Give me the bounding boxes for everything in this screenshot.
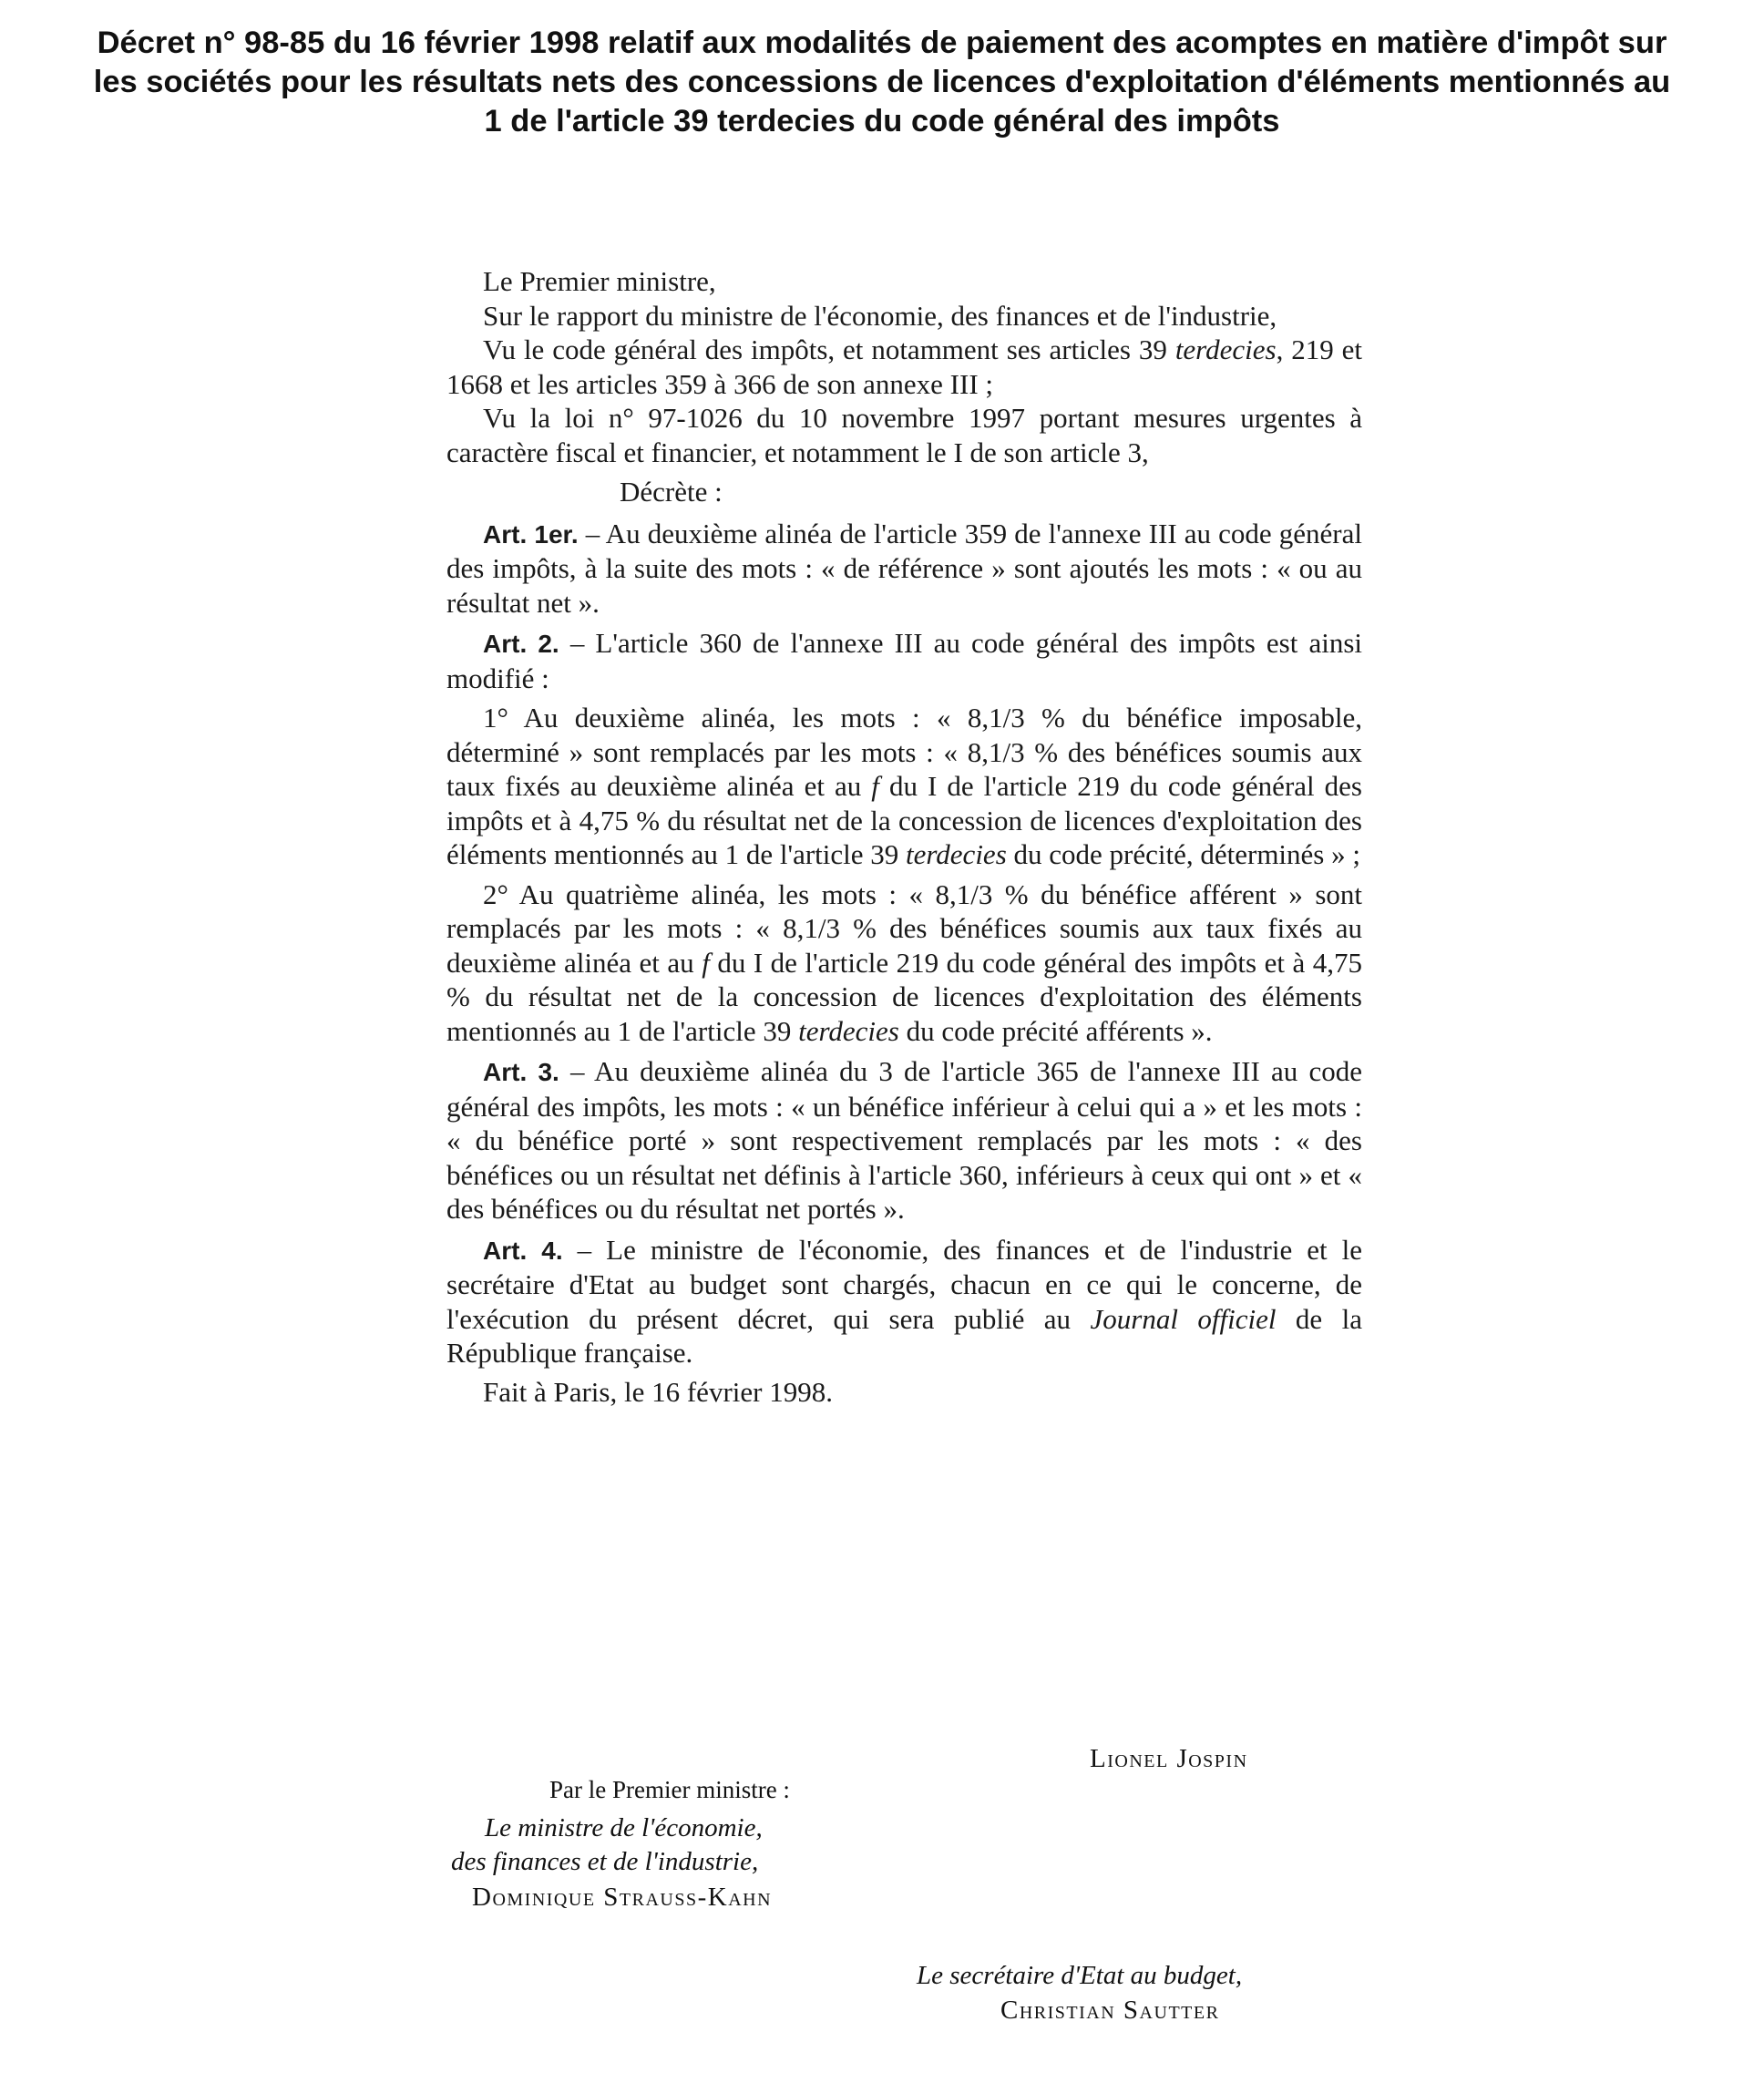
vu-code-terdecies: terdecies [1174,334,1277,365]
preamble-rapport: Sur le rapport du ministre de l'économie, des finances et de l'industrie, [483,299,1277,332]
item-1-text-b: du I de l'article 219 du code général des impôts et à 4,75 % du résultat net de la concession de licences d'exploitation des éléments mentionnés au 1 de l'article 39 [446,770,1362,870]
vu-code-text-a: Vu le code général des impôts, et notamment ses articles 39 [483,334,1175,365]
signature-premier-ministre: Lionel Jospin [1090,1744,1248,1773]
ministre-title-line-1: Le ministre de l'économie, [485,1813,763,1842]
article-4-label: Art. 4. [483,1236,563,1265]
article-4-text-b: de la République française. [446,1302,1362,1369]
article-1-text: – Au deuxième alinéa de l'article 359 de l'annexe III au code général des impôts, à la suite des mots : « de référence » sont ajoutés les mots : « ou au résultat net ». [446,517,1363,619]
item-1-terdecies: terdecies [906,838,1007,870]
signature-ministre-economie: Dominique Strauss-Kahn [472,1883,773,1912]
article-1 [446,517,1362,621]
article-3-text: – Au deuxième alinéa du 3 de l'article 365 de l'annexe III au code général des impôts, les mots : « un bénéfice inférieur à celui qui a » et les mots : « du bénéfice porté » sont respectivement remplacés par les mots : « des bénéfices ou un résultat net définis à l'article 360, inférieurs à ceux qui ont » et « des bénéfices ou du résultat net portés ». [446,1055,1362,1225]
article-4-text-a: – Le ministre de l'économie, des finances et de l'industrie et le secrétaire d'Etat au budget sont chargés, chacun en ce qui le concerne, de l'exécution du présent décret, qui sera publié au [446,1233,1362,1335]
preamble-vu-code [446,333,1362,401]
decrete-heading: Décrète : [620,476,723,508]
article-4-journal-officiel: Journal officiel [1090,1302,1277,1335]
article-3 [446,1054,1362,1226]
ministre-title-line-2: des finances et de l'industrie, [451,1847,759,1876]
vu-code-text-b: , 219 et 1668 et les articles 359 à 366 de son annexe III ; [446,334,1362,400]
item-1-text-a: 1° Au deuxième alinéa, les mots : « 8,1/3 % du bénéfice imposable, déterminé » sont remplacés par les mots : « 8,1/3 % des bénéfices soumis aux taux fixés au deuxième alinéa et au [446,702,1362,802]
item-1-text-c: du code précité, déterminés » ; [1006,838,1360,870]
item-2-terdecies: terdecies [798,1014,899,1047]
title-line-2: les sociétés pour les résultats nets des concessions de licences d'exploitation d'éléments mentionnés au [93,65,1671,99]
article-2-item-2 [446,877,1362,1049]
decree-body [446,264,1362,1409]
preamble-vu-loi: Vu la loi n° 97-1026 du 10 novembre 1997 portant mesures urgentes à caractère fiscal et financier, et notamment le I de son article 3, [446,402,1362,468]
secretaire-title: Le secrétaire d'Etat au budget, [917,1961,1243,1990]
title-line-3: 1 de l'article 39 terdecies du code général des impôts [484,104,1280,139]
item-1-f: f [871,770,879,802]
title-line-1: Décret n° 98-85 du 16 février 1998 relatif aux modalités de paiement des acomptes en matière d'impôt sur [97,26,1667,60]
item-2-text-a: 2° Au quatrième alinéa, les mots : « 8,1/3 % du bénéfice afférent » sont remplacés par les mots : « 8,1/3 % des bénéfices soumis aux taux fixés au deuxième alinéa et au [446,877,1362,979]
article-4 [446,1233,1362,1370]
item-2-f: f [702,946,710,979]
par-le-premier-ministre: Par le Premier ministre : [549,1776,790,1803]
fait-a-paris: Fait à Paris, le 16 février 1998. [483,1375,833,1408]
signature-secretaire-etat: Christian Sautter [1000,1996,1220,2025]
item-2-text-c: du code précité afférents ». [898,1014,1213,1047]
preamble-premier-ministre: Le Premier ministre, [483,265,716,297]
article-2-label: Art. 2. [483,630,559,658]
article-2 [446,626,1362,695]
article-1-label: Art. 1er. [483,519,579,549]
article-3-label: Art. 3. [483,1058,559,1086]
article-2-item-1 [446,701,1362,872]
item-2-text-b: du I de l'article 219 du code général des impôts et à 4,75 % du résultat net de la concession de licences d'exploitation des éléments mentionnés au 1 de l'article 39 [446,946,1363,1047]
decree-title [0,24,1764,141]
article-2-text: – L'article 360 de l'annexe III au code général des impôts est ainsi modifié : [446,627,1362,694]
